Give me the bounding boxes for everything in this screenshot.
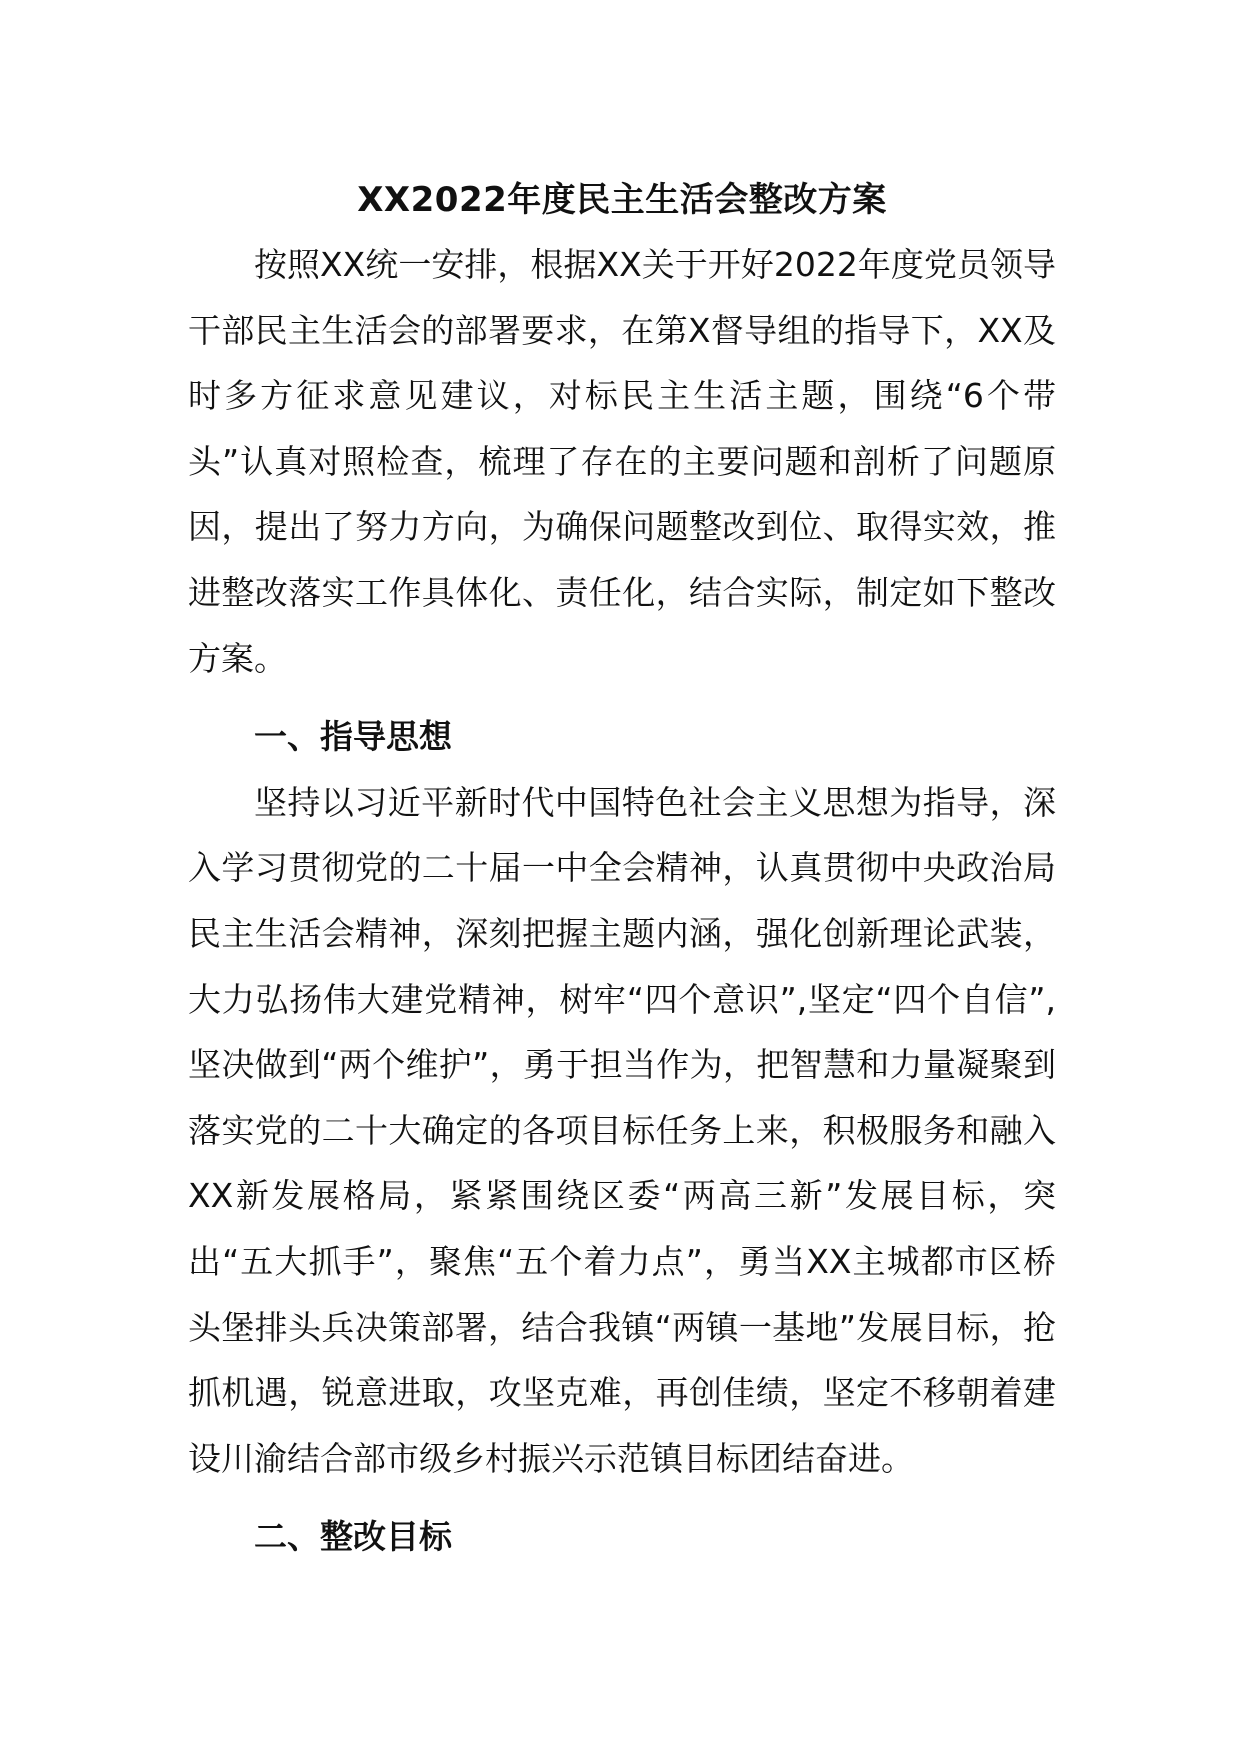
section-heading-guiding-ideology: 一、指导思想 [254,717,452,757]
document-title: XX2022年度民主生活会整改方案 [357,180,887,220]
intro-paragraph: 按照XX统一安排，根据XX关于开好2022年度党员领导干部民主生活会的部署要求，在第X督导组的指导下，XX及时多方征求意见建议，对标民主生活主题，围绕“6个带头”认真对照检查，梳理了存在的主要问题和剖析了问题原因，提出了努力方向，为确保问题整改到位、取得实效，推进整改落实工作具体化、责任化，结合实际，制定如下整改方案。 [188,245,1056,678]
section-paragraph-guiding-ideology: 坚持以习近平新时代中国特色社会主义思想为指导，深入学习贯彻党的二十届一中全会精神，认真贯彻中央政治局民主生活会精神，深刻把握主题内涵，强化创新理论武装，大力弘扬伟大建党精神，树牢“四个意识”,坚定“四个自信”,坚决做到“两个维护”，勇于担当作为，把智慧和力量凝聚到落实党的二十大确定的各项目标任务上来，积极服务和融入XX新发展格局，紧紧围绕区委“两高三新”发展目标，突出“五大抓手”，聚焦“五个着力点”，勇当XX主城都市区桥头堡排头兵决策部署，结合我镇“两镇一基地”发展目标，抢抓机遇，锐意进取，攻坚克难，再创佳绩，坚定不移朝着建设川渝结合部市级乡村振兴示范镇目标团结奋进。 [188,782,1056,1478]
document-body [188,168,1056,1570]
section-heading-rectification-goals: 二、整改目标 [254,1517,452,1557]
